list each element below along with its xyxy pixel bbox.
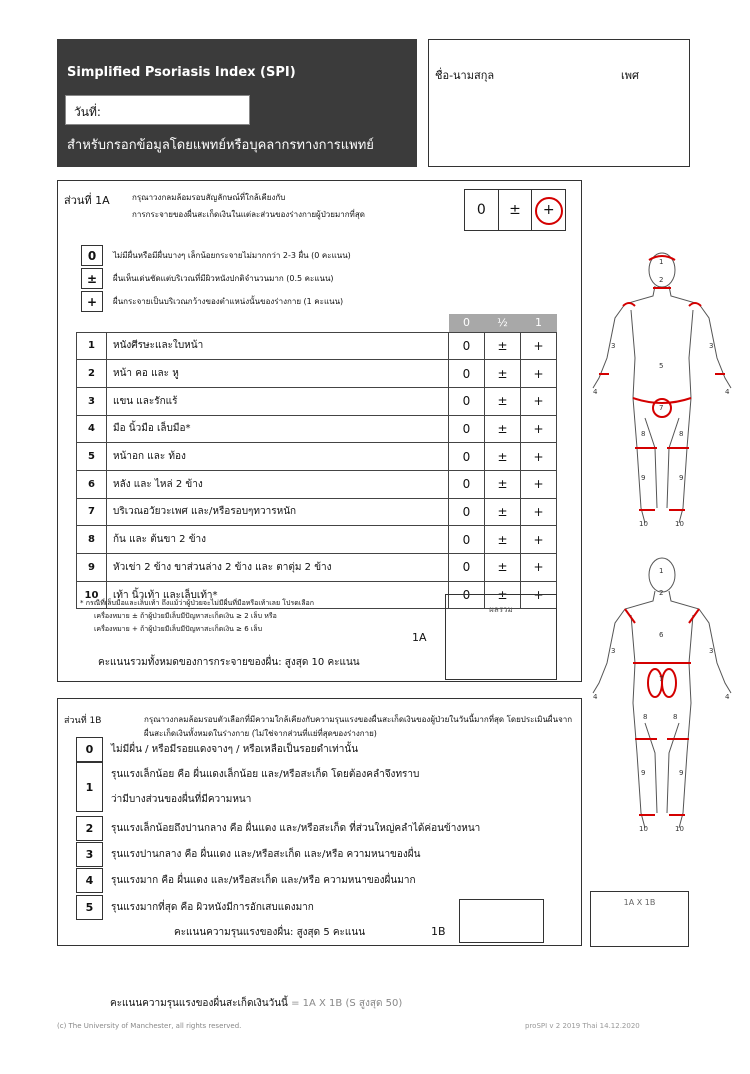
region-label: 10 xyxy=(675,520,684,528)
example-full xyxy=(532,190,565,230)
region-number: 9 xyxy=(77,554,107,582)
score-option[interactable]: ± xyxy=(485,360,521,388)
blank-header xyxy=(77,314,107,332)
severity-option[interactable] xyxy=(76,895,314,920)
score-option[interactable]: + xyxy=(521,554,557,582)
severity-number[interactable]: 5 xyxy=(76,895,103,920)
region-label: ก้น และ ต้นขา 2 ข้าง xyxy=(107,526,449,554)
form-title: Simplified Psoriasis Index (SPI) xyxy=(67,65,296,80)
score-option[interactable]: 0 xyxy=(449,387,485,415)
version-info: proSPI v 2 2019 Thai 14.12.2020 xyxy=(525,1022,640,1030)
date-label: วันที่: xyxy=(74,105,101,119)
region-label: หัวเข่า 2 ข้าง ขาส่วนล่าง 2 ข้าง และ ตาตุ่ม 2 ข้าง xyxy=(107,554,449,582)
severity-description xyxy=(103,842,420,867)
section-1a-instruction: กรุณาวงกลมล้อมรอบสัญลักษณ์ที่ใกล้เคียงกับ xyxy=(132,193,286,202)
final-formula: = 1A X 1B xyxy=(291,998,343,1009)
copyright: (c) The University of Manchester, all rights reserved. xyxy=(57,1022,242,1030)
severity-line: รุนแรงมาก คือ ผื่นแดง และ/หรือสะเก็ด และ/หรือ ความหนาของผื่นมาก xyxy=(111,875,416,886)
score-option[interactable]: 0 xyxy=(449,332,485,360)
region-label: 8 xyxy=(643,713,648,721)
final-max: (S สูงสุด 50) xyxy=(345,998,403,1009)
region-label: 7 xyxy=(659,675,664,683)
severity-line: รุนแรงเล็กน้อยถึงปานกลาง คือ ผื่นแดง และ/หรือสะเก็ด ที่ส่วนใหญ่คลำได้ค่อนข้างหนา xyxy=(111,823,481,834)
col-header-one: 1 xyxy=(521,314,557,332)
region-label: 5 xyxy=(659,362,664,370)
region-label: 10 xyxy=(639,825,648,833)
region-label: 3 xyxy=(611,647,616,655)
region-label: 2 xyxy=(659,276,664,284)
legend-symbol: + xyxy=(81,291,103,312)
example-zero: 0 xyxy=(465,190,499,230)
table-row xyxy=(77,332,557,360)
sex-label: เพศ xyxy=(621,69,639,82)
score-option[interactable]: 0 xyxy=(449,554,485,582)
name-label: ชื่อ-นามสกุล xyxy=(435,69,495,82)
severity-line: ไม่มีผื่น / หรือมีรอยแดงจางๆ / หรือเหลือเป็นรอยดำเท่านั้น xyxy=(111,744,359,755)
score-option[interactable]: + xyxy=(521,498,557,526)
table-row xyxy=(77,415,557,443)
region-label: 8 xyxy=(641,430,646,438)
total-1a-label: คะแนนรวมทั้งหมดของการกระจายของผื่น: สูงสุด 10 คะแนน xyxy=(98,657,360,668)
col-header-zero: 0 xyxy=(449,314,485,332)
legend-row-zero xyxy=(81,245,351,266)
total-1b-label: คะแนนความรุนแรงของผื่น: สูงสุด 5 คะแนน xyxy=(174,927,366,938)
severity-option[interactable] xyxy=(76,762,419,812)
score-option[interactable]: 0 xyxy=(449,443,485,471)
table-row xyxy=(77,360,557,388)
score-option[interactable]: ± xyxy=(485,581,521,609)
section-1b xyxy=(57,698,582,946)
section-1a-instruction-2: การกระจายของผื่นสะเก็ดเงินในแต่ละส่วนของร่างกายผู้ป่วยมากที่สุด xyxy=(132,210,365,219)
severity-line: รุนแรงมากที่สุด คือ ผิวหนังมีการอักเสบแดงมาก xyxy=(111,902,314,913)
region-label: 4 xyxy=(593,388,598,396)
score-option[interactable]: 0 xyxy=(449,498,485,526)
table-row xyxy=(77,470,557,498)
regions-body xyxy=(77,332,557,609)
legend-row-full xyxy=(81,291,343,312)
footnote-line: * กรณีที่เล็บมือและเล็บเท้า ถึงแม้ว่าผู้ป่วยจะไม่มีผื่นที่มือหรือเท้าเลย โปรดเลือก xyxy=(80,599,314,607)
region-label: 9 xyxy=(679,474,684,482)
sum-label: ผลรวม xyxy=(489,605,513,614)
legend-text: ไม่มีผื่นหรือมีผื่นบางๆ เล็กน้อยกระจายไม่มากกว่า 2-3 ผื่น (0 คะแนน) xyxy=(113,251,351,260)
score-option[interactable]: 0 xyxy=(449,526,485,554)
tag-1a: 1A xyxy=(412,631,427,644)
section-1b-title: ส่วนที่ 1B xyxy=(64,716,102,726)
score-option[interactable]: ± xyxy=(485,498,521,526)
score-option[interactable]: + xyxy=(521,332,557,360)
region-label: หนังศีรษะและใบหน้า xyxy=(107,332,449,360)
legend-text: ผื่นกระจายเป็นบริเวณกว้างของตำแหน่งนั้นของร่างกาย (1 คะแนน) xyxy=(113,297,344,306)
region-number: 1 xyxy=(77,332,107,360)
region-number: 8 xyxy=(77,526,107,554)
table-row xyxy=(77,526,557,554)
legend-symbol: 0 xyxy=(81,245,103,266)
severity-line: รุนแรงเล็กน้อย คือ ผื่นแดงเล็กน้อย และ/หรือสะเก็ด โดยต้องคลำจึงทราบ xyxy=(111,769,420,780)
region-label: 10 xyxy=(639,520,648,528)
region-label: เท้า นิ้วเท้า และเล็บเท้า* xyxy=(107,581,449,609)
legend-text: ผื่นเห็นเด่นชัดแต่บริเวณที่มีผิวหนังปกติจำนวนมาก (0.5 คะแนน) xyxy=(113,274,334,283)
score-option[interactable]: ± xyxy=(485,443,521,471)
region-label: 3 xyxy=(709,647,714,655)
table-row xyxy=(77,387,557,415)
severity-option[interactable] xyxy=(76,737,358,762)
severity-description xyxy=(103,895,314,920)
severity-number[interactable]: 3 xyxy=(76,842,103,867)
score-option[interactable]: + xyxy=(521,387,557,415)
score-option[interactable]: + xyxy=(521,581,557,609)
nail-footnote xyxy=(80,597,314,636)
score-option[interactable]: ± xyxy=(485,415,521,443)
region-label: 3 xyxy=(611,342,616,350)
score-1b-box[interactable] xyxy=(459,899,544,943)
severity-description xyxy=(103,737,358,762)
region-label: 1 xyxy=(659,567,664,575)
example-selection-circle xyxy=(535,197,563,225)
region-number: 7 xyxy=(77,498,107,526)
severity-description xyxy=(103,762,419,812)
region-number: 3 xyxy=(77,387,107,415)
score-option[interactable]: + xyxy=(521,360,557,388)
body-front-diagram xyxy=(585,248,735,538)
region-number: 10 xyxy=(77,581,107,609)
example-half: ± xyxy=(499,190,533,230)
footnote-line: เครื่องหมาย ± ถ้าผู้ป่วยมีเล็บมีปัญหาสะเก็ดเงิน ≥ 2 เล็บ หรือ xyxy=(94,612,277,620)
score-option[interactable]: ± xyxy=(485,387,521,415)
severity-line: รุนแรงปานกลาง คือ ผื่นแดง และ/หรือสะเก็ด และ/หรือ ความหนาของผื่น xyxy=(111,849,421,860)
table-row xyxy=(77,554,557,582)
legend-row-half xyxy=(81,268,334,289)
form-subtitle: สำหรับกรอกข้อมูลโดยแพทย์หรือบุคลากรทางการแพทย์ xyxy=(67,138,374,153)
region-label: มือ นิ้วมือ เล็บมือ* xyxy=(107,415,449,443)
section-1a-title: ส่วนที่ 1A xyxy=(64,194,110,207)
region-label: 1 xyxy=(659,258,664,266)
table-row xyxy=(77,443,557,471)
severity-number[interactable]: 2 xyxy=(76,816,103,841)
tag-1b: 1B xyxy=(431,925,446,938)
final-score-line xyxy=(110,996,402,1011)
legend-symbol: ± xyxy=(81,268,103,289)
severity-option[interactable] xyxy=(76,868,416,893)
result-box[interactable] xyxy=(590,891,689,947)
footnote-line: เครื่องหมาย + ถ้าผู้ป่วยมีเล็บมีปัญหาสะเก็ดเงิน ≥ 6 เล็บ xyxy=(94,625,263,633)
severity-line: ว่ามีบางส่วนของผื่นที่มีความหนา xyxy=(111,794,252,805)
region-label: 4 xyxy=(725,388,730,396)
section-1a xyxy=(57,180,582,682)
table-row xyxy=(77,498,557,526)
severity-number[interactable]: 1 xyxy=(76,762,103,812)
example-full-symbol: + xyxy=(542,202,555,218)
col-header-half: ½ xyxy=(485,314,521,332)
section-1b-instruction: กรุณาวงกลมล้อมรอบตัวเลือกที่มีความใกล้เคียงกับความรุนแรงของผื่นสะเก็ดเงินของผู้ป่วยในวันนี้มากที่สุด โดยประเมินผื่นจากผื่นสะเก็ดเงินทั้งหมดในร่างกาย (ไม่ใช่จากส่วนที่แย่ที่สุดของร่างกาย) xyxy=(144,715,573,738)
region-label: หลัง และ ไหล่ 2 ข้าง xyxy=(107,470,449,498)
region-label: 9 xyxy=(679,769,684,777)
region-label: หน้า คอ และ หู xyxy=(107,360,449,388)
score-option[interactable]: ± xyxy=(485,526,521,554)
body-back-diagram xyxy=(585,553,735,843)
severity-option[interactable] xyxy=(76,842,420,867)
result-label: 1A X 1B xyxy=(623,898,656,907)
example-score-box xyxy=(464,189,566,231)
score-option[interactable]: 0 xyxy=(449,415,485,443)
score-option[interactable]: 0 xyxy=(449,360,485,388)
region-label: บริเวณอวัยวะเพศ และ/หรือรอบๆทวารหนัก xyxy=(107,498,449,526)
score-option[interactable]: ± xyxy=(485,554,521,582)
final-label: คะแนนความรุนแรงของผื่นสะเก็ดเงินวันนี้ xyxy=(110,998,288,1009)
score-option[interactable]: 0 xyxy=(449,470,485,498)
region-label: 2 xyxy=(659,589,664,597)
region-label: 10 xyxy=(675,825,684,833)
region-label: 4 xyxy=(593,693,598,701)
severity-description xyxy=(103,816,480,841)
score-option[interactable]: + xyxy=(521,526,557,554)
blank-header xyxy=(107,314,449,332)
region-label: 8 xyxy=(673,713,678,721)
region-label: 8 xyxy=(679,430,684,438)
score-option[interactable]: ± xyxy=(485,470,521,498)
score-option[interactable]: ± xyxy=(485,332,521,360)
region-number: 6 xyxy=(77,470,107,498)
region-number: 2 xyxy=(77,360,107,388)
score-option[interactable]: + xyxy=(521,443,557,471)
date-field[interactable] xyxy=(65,95,250,125)
header-panel xyxy=(57,39,417,167)
region-label: 6 xyxy=(659,631,664,639)
severity-number[interactable]: 4 xyxy=(76,868,103,893)
region-label: แขน และรักแร้ xyxy=(107,387,449,415)
score-option[interactable]: 0 xyxy=(449,581,485,609)
severity-option[interactable] xyxy=(76,816,480,841)
sum-1a-box[interactable] xyxy=(445,594,557,680)
region-label: 3 xyxy=(709,342,714,350)
severity-description xyxy=(103,868,416,893)
region-label: หน้าอก และ ท้อง xyxy=(107,443,449,471)
region-number: 4 xyxy=(77,415,107,443)
region-label: 7 xyxy=(659,404,664,412)
region-label: 4 xyxy=(725,693,730,701)
region-number: 5 xyxy=(77,443,107,471)
severity-number[interactable]: 0 xyxy=(76,737,103,762)
patient-info-box[interactable] xyxy=(428,39,690,167)
body-regions-table xyxy=(76,314,557,609)
score-option[interactable]: + xyxy=(521,415,557,443)
score-option[interactable]: + xyxy=(521,470,557,498)
region-label: 9 xyxy=(641,474,646,482)
region-label: 9 xyxy=(641,769,646,777)
